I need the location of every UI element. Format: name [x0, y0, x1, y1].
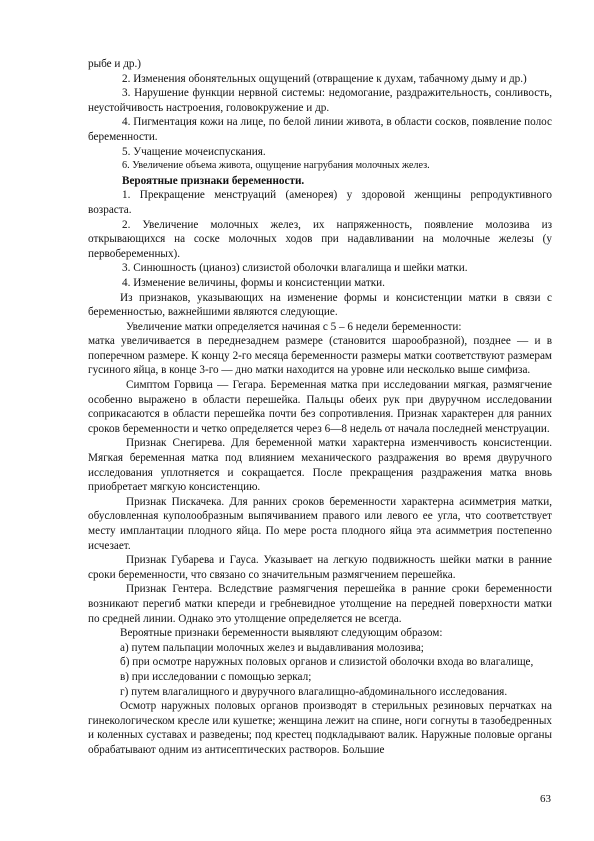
paragraph: 5. Учащение мочеиспускания.: [122, 145, 266, 158]
paragraph: матка увеличивается в переднезаднем размере (становится шарообразной), позднее — и в поперечном размере. К концу 2-го месяца беременности размеры матки соответствуют размерам гусиного яйца, в конце 3-го — дно матки находится на уровне или несколько выше симфиза.: [88, 335, 552, 377]
paragraph: г) путем влагалищного и двуручного влагалищно-абдоминального исследования.: [120, 685, 508, 698]
paragraph: а) путем пальпации молочных желез и выдавливания молозива;: [120, 641, 424, 654]
paragraph: в) при исследовании с помощью зеркал;: [120, 670, 312, 683]
paragraph: Из признаков, указывающих на изменение формы и консистенции матки в связи с беременностью, важнейшими являются следующие.: [88, 291, 552, 319]
paragraph: 3. Синюшность (цианоз) слизистой оболочки влагалища и шейки матки.: [122, 262, 468, 275]
paragraph: рыбе и др.): [88, 58, 142, 70]
paragraph: 1. Прекращение менструаций (аменорея) у здоровой женщины репродуктивного возраста.: [88, 189, 552, 216]
paragraph: 2. Увеличение молочных желез, их напряженность, появление молозива из открывающихся на соске молочных ходов при надавливании на молочные железы (у первобеременных).: [88, 218, 552, 260]
paragraph: Вероятные признаки беременности выявляют следующим образом:: [120, 627, 443, 640]
paragraph: 4. Пигментация кожи на лице, по белой линии живота, в области сосков, появление полос беременности.: [88, 116, 552, 143]
paragraph: Вероятные признаки беременности.: [122, 174, 305, 187]
paragraph: Признак Гентера. Вследствие размягчения перешейка в ранние сроки беременности возникают перегиб матки кпереди и гребневидное утолщение на передней поверхности матки по средней линии. Однако это утолщение определяется не всегда.: [88, 583, 552, 625]
paragraph: Признак Снегирева. Для беременной матки характерна изменчивость консистенции. Мягкая беременная матка под влиянием механического раздражения во время двуручного исследования уплотняется и сокращается. После прекращения раздражения матка вновь приобретает мягкую консистенцию.: [88, 437, 552, 494]
paragraph: Симптом Горвица — Гегара. Беременная матка при исследовании мягкая, размягчение особенно выражено в области перешейка. Пальцы обеих рук при двуручном исследовании соприкасаются в области перешейка почти без сопротивления. Признак характерен для ранних сроков беременности и четко определяется через 6—8 недель от начала последней менструации.: [88, 379, 552, 435]
document-body: [88, 57, 552, 758]
paragraph: 6. Увеличение объема живота, ощущение нагрубания молочных желез.: [122, 160, 430, 172]
paragraph: Осмотр наружных половых органов производят в стерильных резиновых перчатках на гинекологическом кресле или кушетке; женщина лежит на спине, ноги согнуты в тазобедренных и коленных суставах и разведены; под крестец подкладывают валик. Наружные половые органы обрабатывают одним из антисептических растворов. Большие: [88, 700, 552, 756]
paragraph: 3. Нарушение функции нервной системы: недомогание, раздражительность, сонливость, неустойчивость настроения, головокружение и др.: [88, 87, 552, 114]
paragraph: Увеличение матки определяется начиная с 5 – 6 недели беременности:: [126, 320, 462, 333]
paragraph: Признак Губарева и Гауса. Указывает на легкую подвижность шейки матки в ранние сроки беременности, что связано со значительным размягчением перешейка.: [88, 554, 552, 581]
paragraph: 2. Изменения обонятельных ощущений (отвращение к духам, табачному дыму и др.): [122, 72, 527, 85]
paragraph: б) при осмотре наружных половых органов и слизистой оболочки входа во влагалище,: [120, 656, 534, 669]
page-number: 63: [540, 793, 551, 805]
paragraph: Признак Пискачека. Для ранних сроков беременности характерна асимметрия матки, обусловленная куполообразным выпячиванием правого или левого ее угла, что соответствует месту имплантации плодного яйца. По мере роста плодного яйца эта асимметрия постепенно исчезает.: [88, 495, 552, 552]
paragraph: 4. Изменение величины, формы и консистенции матки.: [122, 276, 385, 289]
